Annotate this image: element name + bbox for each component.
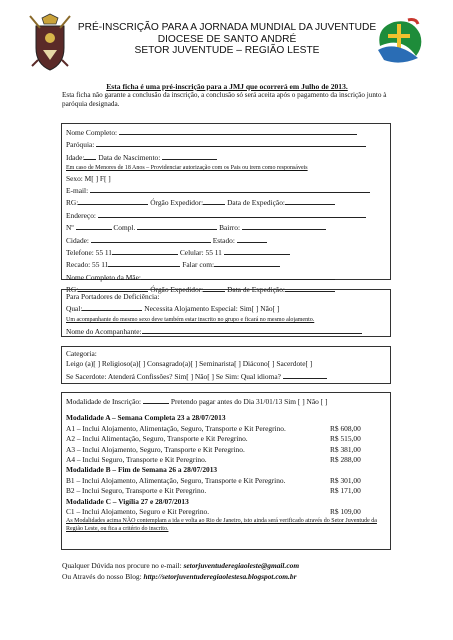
issuer-field[interactable] [203,196,225,205]
modality-group-title: Modalidade A – Semana Completa 23 a 28/07/2013 [66,413,226,423]
email-row [66,184,386,196]
parish-label: Paróquia: [66,140,95,150]
category-options[interactable]: Leigo (a)[ ] Religioso(a)[ ] Consagrado(a)[ ] Seminarista[ ] Diácono[ ] Sacerdote[ ] [66,359,313,369]
modality-group-title: Modalidade C – Vigília 27 e 28/07/2013 [66,496,189,506]
district-label: Bairro: [219,223,240,233]
birthdate-field[interactable] [162,151,217,160]
modality-option-price: R$ 381,00 [330,444,361,454]
rg-row [66,196,386,208]
mother-label: Nome Completo da Mãe: [66,272,141,282]
modality-option-price: R$ 171,00 [330,486,361,496]
modality-option-row[interactable] [66,424,386,434]
modality-option-row[interactable] [66,486,386,496]
rg-label: RG: [66,198,79,208]
contact-email-link[interactable]: setorjuventuderegiaoleste@gmail.com [183,561,300,570]
compl-field[interactable] [137,221,217,230]
category-box [61,346,391,384]
intro-section [62,82,392,109]
age-label: Idade: [66,152,85,162]
name-label: Nome Completo: [66,128,118,137]
number-row [66,221,386,233]
modality-option-row[interactable] [66,434,386,444]
modality-option-label: B1 – Inclui Alojamento, Alimentação, Seguro, Transporte e Kit Peregrino. [66,475,286,485]
intro-text: Esta ficha não garante a conclusão da inscrição, a conclusão só será aceita após o pagamento da inscrição junto à paróquia designada. [62,91,387,108]
contact-person-label: Falar com: [182,260,215,270]
qual-field[interactable] [82,302,142,311]
parish-field-row [66,138,386,150]
modalities-note: As Modalidades acima NÃO contemplam a ida e volta ao Rio de Janeiro, isto ainda será verificado através do Setor Juventude da Região Leste, ou fica a critério do inscrito. [66,518,377,533]
modality-option-row[interactable] [66,455,386,465]
modality-option-label: B2 – Inclui Seguro, Transporte e Kit Peregrino. [66,486,207,496]
modality-row [66,395,386,407]
modality-group-title: Modalidade B – Fim de Semana 26 a 28/07/2013 [66,465,218,475]
companion-field[interactable] [142,325,362,334]
intro-title: Esta ficha é uma pré-inscrição para a JMJ que ocorrerá em Julho de 2013. [106,82,348,91]
mobile-field[interactable] [224,246,290,255]
companion-note: Um acompanhante do mesmo sexo deve também estar inscrito no grupo e ficará no mesmo alojamento. [66,316,315,323]
modality-option-label: A3 – Inclui Alojamento, Seguro, Transporte e Kit Peregrino. [66,444,245,454]
modality-option-label: A4 – Inclui Seguro, Transporte e Kit Peregrino. [66,455,207,465]
email-field[interactable] [90,184,370,193]
message-phone-field[interactable] [108,258,180,267]
deficiency-box [61,289,391,337]
phone-field[interactable] [112,246,178,255]
modality-label: Modalidade de Inscrição: [66,397,142,406]
modality-option-label: C1 – Inclui Alojamento, Seguro e Kit Peregrino. [66,507,210,517]
rg-field[interactable] [78,196,148,205]
special-housing-field[interactable]: Necessita Alojamento Especial: Sim[ ] Não[ ] [144,304,280,314]
issuer-label: Órgão Expedidor: [150,198,204,208]
footer-email-label: Qualquer Dúvida nos procure no e-mail: [62,561,184,570]
category-title: Categoria: [66,349,97,358]
modality-option-price: R$ 288,00 [330,455,361,465]
mother-row [66,271,386,283]
modality-option-row[interactable] [66,476,386,486]
qual-label: Qual: [66,304,83,314]
phone-label: Telefone: 55 11 [66,248,112,258]
issue-date-label: Data de Expedição: [227,198,285,208]
document-header [62,22,392,57]
companion-row [66,325,386,337]
address-label: Endereço: [66,210,96,220]
state-field[interactable] [237,234,267,243]
name-field-row [66,126,386,138]
number-field[interactable] [76,221,112,230]
phone-row [66,246,386,258]
mother-field[interactable] [141,271,335,280]
minors-note: Em caso de Menores de 18 Anos – Providenciar autorização com os Pais ou irem como responsáveis [66,165,308,172]
priest-confession-field[interactable]: Se Sacerdote: Atenderá Confissões? Sim[ ] Não[ ] Se Sim: Qual idioma? [66,371,281,381]
modality-option-label: A1 – Inclui Alojamento, Alimentação, Seguro, Transporte e Kit Peregrino. [66,423,286,433]
companion-label: Nome do Acompanhante: [66,327,142,337]
age-birth-row [66,151,386,163]
issue-date-field[interactable] [285,196,335,205]
modality-option-row[interactable] [66,445,386,455]
compl-label: Compl. [113,223,136,233]
priest-confession-row [66,370,386,382]
city-row [66,234,386,246]
mobile-label: Celular: 55 11 [179,248,222,258]
address-field[interactable] [98,209,366,218]
deficiency-qual-row [66,302,386,314]
modalities-box [61,392,391,550]
modality-option-label: A2 – Inclui Alimentação, Seguro, Transporte e Kit Peregrino. [66,434,248,444]
number-label: Nº [66,223,74,233]
state-label: Estado: [212,235,235,245]
city-label: Cidade: [66,235,89,245]
contact-person-field[interactable] [214,258,280,267]
message-row [66,258,386,270]
modality-option-price: R$ 608,00 [330,423,361,433]
city-field[interactable] [91,234,211,243]
pay-early-field[interactable]: Pretendo pagar antes do Dia 31/01/13 Sim [ ] Não [ ] [170,397,328,406]
footer-email-line [62,560,402,571]
modality-option-price: R$ 109,00 [330,507,361,517]
header-sector: SETOR JUVENTUDE – REGIÃO LESTE [134,45,320,56]
blog-link[interactable]: http://setorjuventuderegiaolestesa.blogspot.com.br [143,572,297,581]
issue-date2-label: Data de Expedição: [227,285,285,295]
birthdate-label: Data de Nascimento: [98,152,161,162]
modality-option-row[interactable] [66,507,386,517]
sex-field[interactable]: Sexo: M[ ] F[ ] [66,173,111,183]
modality-groups [66,413,386,517]
header-title: PRÉ-INSCRIÇÃO PARA A JORNADA MUNDIAL DA JUVENTUDE [77,22,377,33]
footer [62,560,402,582]
parish-field[interactable] [96,138,366,147]
modality-option-price: R$ 301,00 [330,475,361,485]
modality-option-price: R$ 515,00 [330,434,361,444]
message-phone-label: Recado: 55 11 [66,260,109,270]
footer-blog-label: Ou Através do nosso Blog: [62,572,144,581]
personal-data-box [61,123,391,295]
district-field[interactable] [242,221,326,230]
footer-blog-line [62,571,402,582]
address-row [66,209,386,221]
email-label: E-mail: [66,186,89,196]
header-diocese: DIOCESE DE SANTO ANDRÉ [157,33,297,45]
modality-field[interactable] [143,395,169,404]
rg2-label: RG: [66,285,79,295]
name-field[interactable] [119,126,357,135]
language-field[interactable] [283,370,327,379]
deficiency-title: Para Portadores de Deficiência: [66,292,160,301]
age-field[interactable] [84,151,96,160]
issuer2-label: Órgão Expedidor: [150,285,204,295]
